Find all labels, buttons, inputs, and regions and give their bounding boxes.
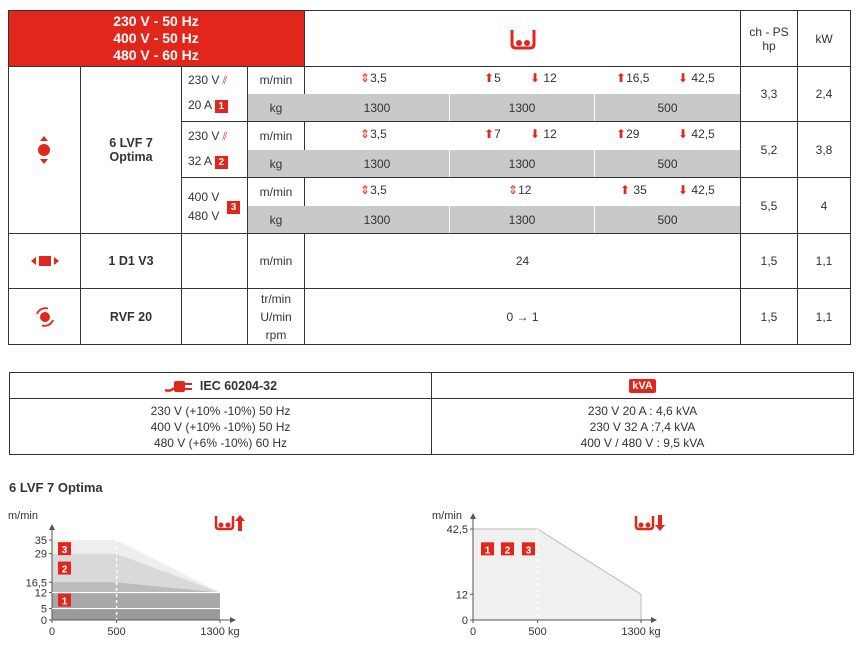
svg-text:3: 3 <box>525 545 532 557</box>
series-badge-1 <box>481 542 494 556</box>
kw-value: 3,8 <box>815 142 833 157</box>
supply-voltage-2: 480 V <box>188 209 220 223</box>
rotation-hp: 1,5 <box>760 309 778 324</box>
y-tick-label: 16,5 <box>25 577 47 590</box>
speed-unit: m/min <box>259 73 293 87</box>
hp-value: 5,5 <box>760 198 778 213</box>
y-tick-label: 5 <box>40 603 47 616</box>
series-badge-1 <box>58 594 71 608</box>
hp-value: 5,2 <box>760 142 778 157</box>
rotation-icon <box>9 289 80 344</box>
hp-value: 3,3 <box>760 87 778 101</box>
down-arrow-icon: ⬇ <box>530 127 541 141</box>
hp-label: ch - PS <box>749 24 789 39</box>
up-down-arrow-icon: ⇕ <box>360 127 371 141</box>
travel-direction-icon <box>9 234 80 288</box>
y-tick-label: 12 <box>455 589 468 602</box>
x-tick-label: 0 <box>48 626 56 638</box>
voltage-header <box>8 11 304 66</box>
rotation-unit-2: U/min <box>260 309 292 324</box>
badge-3-wrap <box>227 199 240 214</box>
badge-2: 2 <box>215 156 228 169</box>
series-badge-2 <box>501 542 514 556</box>
kg-unit: kg <box>269 212 283 227</box>
up-arrow-icon: ⬆ <box>616 71 627 85</box>
speed-mid: ⬆7 <box>484 127 501 141</box>
hoist-up-icon <box>214 514 246 535</box>
svg-text:1: 1 <box>61 596 68 608</box>
y-tick-label: 12 <box>34 587 47 600</box>
kw-header: kW <box>815 31 833 46</box>
hoist-model-line-1: 6 LVF 7 <box>109 136 153 150</box>
rotation-unit-1: tr/min <box>261 291 291 306</box>
hoist-model-line-2: Optima <box>109 150 153 164</box>
voltage-line-2: 400 V - 50 Hz <box>113 30 199 46</box>
up-down-arrow-icon: ⇕ <box>360 71 371 85</box>
x-tick-label: 500 <box>528 626 547 638</box>
kg-unit: kg <box>269 100 283 115</box>
speed-fast-down: ⬇ 42,5 <box>678 71 715 85</box>
speed-mid: ⬆5 <box>484 71 501 85</box>
up-arrow-icon: ⬆ <box>616 127 627 141</box>
kva-header <box>432 373 853 398</box>
travel-model: 1 D1 V3 <box>108 254 154 268</box>
x-tick-label: 1300 kg <box>621 626 661 638</box>
speed-fast-down: ⬇ 42,5 <box>678 183 715 197</box>
y-axis-label: m/min <box>432 510 462 522</box>
down-arrow-icon: ⬇ <box>530 71 541 85</box>
badge-1: 1 <box>215 100 228 113</box>
speed-fast: ⬆29 <box>616 127 640 141</box>
charts-title: 6 LVF 7 Optima <box>9 480 103 495</box>
plug-line-3: 480 V (+6% -10%) 60 Hz <box>153 436 288 450</box>
speed-slow: ⇕3,5 <box>360 127 387 141</box>
area-series-5 <box>52 609 220 620</box>
supply-current: 32 A 2 <box>188 154 228 169</box>
voltage-line-1: 230 V - 50 Hz <box>113 13 199 29</box>
plug-header <box>10 373 431 398</box>
travel-speed: 24 <box>515 254 530 268</box>
travel-hp: 1,5 <box>760 254 778 268</box>
y-tick-label: 0 <box>461 615 468 627</box>
kva-line-1: 230 V 20 A : 4,6 kVA <box>587 404 698 418</box>
lower-chart <box>420 500 720 649</box>
rotation-units <box>248 289 304 344</box>
svg-text:1: 1 <box>484 545 491 557</box>
kg-1: 1300 <box>363 100 391 115</box>
series-badge-2 <box>58 562 71 576</box>
kg-2: 1300 <box>508 100 536 115</box>
svg-text:2: 2 <box>61 564 68 576</box>
speed-mid-down: ⬇ 12 <box>530 127 557 141</box>
y-tick-label: 35 <box>34 535 47 547</box>
speed-slow: ⇕3,5 <box>360 71 387 85</box>
down-arrow-icon: ⬇ <box>678 183 689 197</box>
travel-kw: 1,1 <box>815 254 833 268</box>
rotation-speed: 0 → 1 <box>506 309 539 324</box>
kg-1: 1300 <box>363 212 391 227</box>
supply-voltage: 400 V <box>188 190 220 204</box>
down-arrow-icon: ⬇ <box>678 127 689 141</box>
kva-badge: kVA <box>629 379 656 393</box>
y-tick-label: 0 <box>40 615 47 627</box>
kva-lines <box>432 400 853 454</box>
x-tick-label: 1300 kg <box>200 626 240 638</box>
kw-value: 2,4 <box>815 87 833 101</box>
speed-mid-down: ⬇ 12 <box>530 71 557 85</box>
svg-text:3: 3 <box>61 545 68 557</box>
kg-1: 1300 <box>363 156 391 171</box>
speed-mid: ⇕12 <box>508 183 532 197</box>
speed-fast-down: ⬇ 42,5 <box>678 127 715 141</box>
up-arrow-icon: ⬆ <box>620 183 631 197</box>
badge-3: 3 <box>227 201 240 214</box>
y-axis-arrow-icon <box>470 513 476 519</box>
plug-icon <box>164 378 194 394</box>
hp-label-2: hp <box>762 38 776 53</box>
y-axis-arrow-icon <box>49 524 55 530</box>
kg-2: 1300 <box>508 156 536 171</box>
speed-fast: ⬆16,5 <box>616 71 650 85</box>
voltage-line-3: 480 V - 60 Hz <box>113 47 199 63</box>
kva-line-2: 230 V 32 A :7,4 kVA <box>589 420 696 434</box>
hp-header <box>741 11 797 66</box>
plug-line-2: 400 V (+10% -10%) 50 Hz <box>150 420 291 434</box>
speed-fast: ⬆ 35 <box>620 183 647 197</box>
svg-text:2: 2 <box>504 545 511 557</box>
plug-line-1: 230 V (+10% -10%) 50 Hz <box>150 404 291 418</box>
y-tick-label: 42,5 <box>446 524 468 536</box>
kg-3: 500 <box>657 156 678 171</box>
x-axis-arrow-icon <box>651 617 657 623</box>
supply-voltage: 230 V ⫽ <box>188 129 228 143</box>
plug-lines <box>10 400 431 454</box>
speed-unit: m/min <box>259 184 293 199</box>
lift-chart <box>0 500 300 649</box>
rotation-kw: 1,1 <box>815 309 833 324</box>
kg-2: 1300 <box>508 212 536 227</box>
rotation-model: RVF 20 <box>109 309 153 324</box>
series-badge-3 <box>58 542 71 556</box>
x-axis-arrow-icon <box>230 617 236 623</box>
rotation-unit-3: rpm <box>265 327 287 342</box>
up-down-arrow-icon: ⇕ <box>360 183 371 197</box>
kg-unit: kg <box>269 156 283 171</box>
kva-line-3: 400 V / 480 V : 9,5 kVA <box>580 436 705 450</box>
supply-current: 20 A 1 <box>188 98 228 113</box>
area-series-1 <box>473 529 641 620</box>
y-axis-label: m/min <box>8 510 38 522</box>
hoist-header-icon <box>305 11 740 66</box>
speed-slow: ⇕3,5 <box>360 183 387 197</box>
kw-value: 4 <box>820 198 828 213</box>
up-down-arrow-icon: ⇕ <box>508 183 519 197</box>
up-arrow-icon: ⬆ <box>484 71 495 85</box>
hoist-down-icon <box>634 514 666 535</box>
up-arrow-icon: ⬆ <box>484 127 495 141</box>
supply-voltage: 230 V ⫽ <box>188 73 228 87</box>
x-tick-label: 500 <box>107 626 126 638</box>
travel-unit: m/min <box>259 254 293 268</box>
hoist-direction-icon <box>9 135 79 165</box>
series-badge-3 <box>522 542 535 556</box>
kg-3: 500 <box>657 100 678 115</box>
kg-3: 500 <box>657 212 678 227</box>
speed-unit: m/min <box>259 128 293 143</box>
plug-label: IEC 60204-32 <box>199 378 278 393</box>
down-arrow-icon: ⬇ <box>678 71 689 85</box>
x-tick-label: 0 <box>469 626 477 638</box>
hoist-model <box>81 130 181 170</box>
y-tick-label: 29 <box>34 548 47 561</box>
